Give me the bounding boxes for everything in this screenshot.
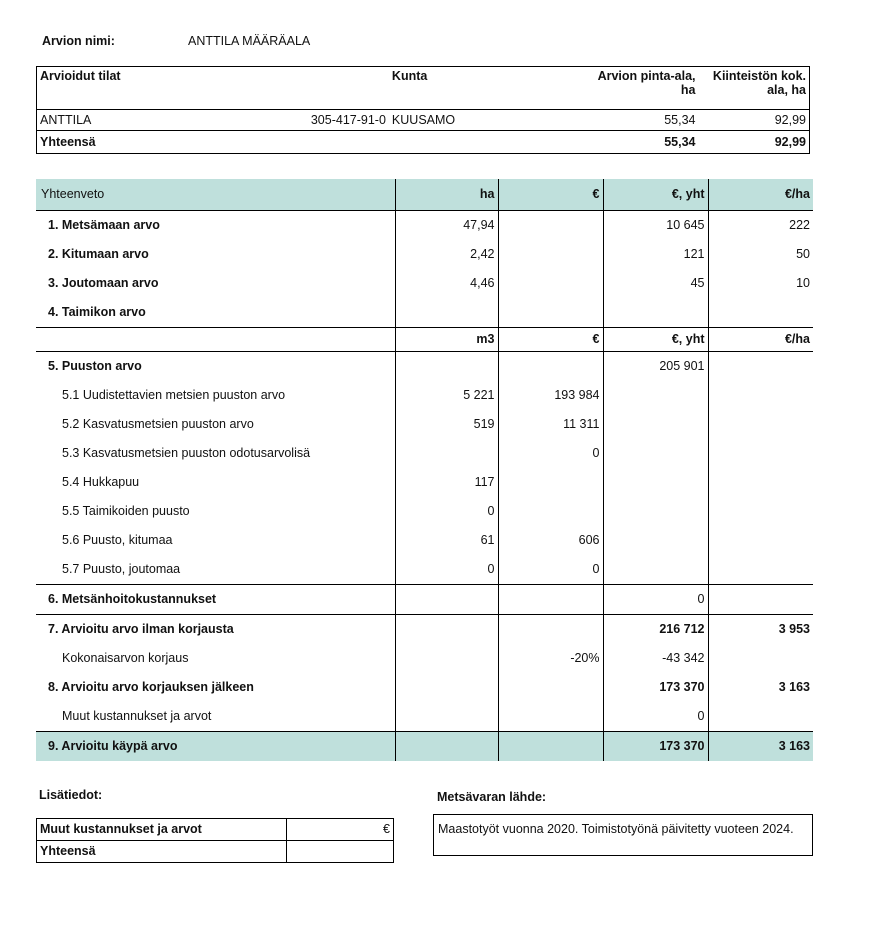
tila-kunta: KUUSAMO	[389, 110, 539, 131]
puusto-sub-eur: 606	[498, 526, 603, 555]
puusto-sub-empty-2	[708, 381, 813, 410]
ilman-label: 7. Arvioitu arvo ilman korjausta	[36, 615, 395, 645]
col-eur-header-2: €	[498, 328, 603, 352]
tila-kokonaisala: 92,99	[699, 110, 810, 131]
land-row-eur-yht: 121	[603, 240, 708, 269]
puusto-sub-m3: 117	[395, 468, 498, 497]
ilman-value: 216 712	[603, 615, 708, 645]
tila-name: ANTTILA	[37, 110, 272, 131]
kaypa-label: 9. Arvioitu käypä arvo	[36, 732, 395, 762]
tila-id: 305-417-91-0	[271, 110, 389, 131]
tilat-total-pinta-ala: 55,34	[539, 131, 699, 154]
hoito-row	[36, 585, 813, 615]
land-row-eur	[498, 269, 603, 298]
puusto-sub-empty-1	[603, 526, 708, 555]
muut-table-row	[37, 819, 394, 841]
puusto-sub-row	[36, 526, 813, 555]
muut-table-unit: €	[286, 819, 393, 841]
puusto-sub-label: 5.2 Kasvatusmetsien puuston arvo	[62, 417, 254, 431]
tila-pinta-ala: 55,34	[539, 110, 699, 131]
land-row-eur-ha: 10	[708, 269, 813, 298]
land-row	[36, 240, 813, 269]
land-row	[36, 211, 813, 241]
puusto-sub-label: 5.7 Puusto, joutomaa	[62, 562, 181, 576]
puusto-sub-empty-1	[603, 497, 708, 526]
hoito-value: 0	[603, 585, 708, 615]
puusto-sub-m3: 5 221	[395, 381, 498, 410]
tilat-header-row	[37, 67, 810, 110]
land-row-eur	[498, 211, 603, 241]
puusto-sub-label: 5.3 Kasvatusmetsien puuston odotusarvolisä	[62, 446, 311, 460]
col-eur-yht-header: €, yht	[603, 179, 708, 211]
land-row-ha: 4,46	[395, 269, 498, 298]
puusto-sub-empty-2	[708, 526, 813, 555]
hoito-label: 6. Metsänhoitokustannukset	[36, 585, 395, 615]
col-eur-yht-header-2: €, yht	[603, 328, 708, 352]
puusto-sub-eur: 0	[498, 439, 603, 468]
land-row-ha: 2,42	[395, 240, 498, 269]
jalkeen-per-ha: 3 163	[708, 673, 813, 702]
land-row-label: 4. Taimikon arvo	[48, 305, 146, 319]
tilat-total-row	[37, 131, 810, 154]
col-eur-ha-header-2: €/ha	[708, 328, 813, 352]
land-row-eur	[498, 298, 603, 328]
puusto-sub-eur	[498, 497, 603, 526]
puusto-sub-eur: 0	[498, 555, 603, 585]
puusto-sub-m3	[395, 439, 498, 468]
puusto-sub-eur: 11 311	[498, 410, 603, 439]
tilat-table	[36, 66, 810, 154]
land-row-ha: 47,94	[395, 211, 498, 241]
land-row-eur-yht: 45	[603, 269, 708, 298]
ilman-row	[36, 615, 813, 645]
puusto-sub-empty-2	[708, 410, 813, 439]
kaypa-row	[36, 732, 813, 762]
puusto-sub-m3: 519	[395, 410, 498, 439]
jalkeen-label: 8. Arvioitu arvo korjauksen jälkeen	[48, 680, 254, 694]
col-eur-header: €	[498, 179, 603, 211]
puusto-sub-empty-2	[708, 497, 813, 526]
yhteenveto-header-row	[36, 179, 813, 211]
muut-table-total-row	[37, 841, 394, 863]
lahde-label: Metsävaran lähde:	[437, 790, 547, 804]
puusto-sub-label: 5.1 Uudistettavien metsien puuston arvo	[62, 388, 286, 402]
muut-value: 0	[603, 702, 708, 732]
korjaus-value: -43 342	[603, 644, 708, 673]
land-row-eur-ha: 222	[708, 211, 813, 241]
land-row-label: 1. Metsämaan arvo	[48, 218, 160, 232]
puusto-sub-label: 5.6 Puusto, kitumaa	[62, 533, 173, 547]
puusto-sub-row	[36, 497, 813, 526]
jalkeen-value: 173 370	[603, 673, 708, 702]
muut-label: Muut kustannukset ja arvot	[62, 709, 212, 723]
land-row-eur-ha	[708, 298, 813, 328]
ilman-per-ha: 3 953	[708, 615, 813, 645]
muut-table-total-label: Yhteensä	[37, 841, 287, 863]
pinta-ala-header: Arvion pinta-ala, ha	[597, 69, 696, 97]
puusto-total: 205 901	[603, 352, 708, 382]
muut-table	[36, 818, 394, 863]
lisatiedot-label: Lisätiedot:	[39, 788, 103, 802]
puusto-label: 5. Puuston arvo	[48, 359, 142, 373]
col-m3-header: m3	[395, 328, 498, 352]
muut-table-label: Muut kustannukset ja arvot	[37, 819, 287, 841]
puusto-sub-empty-1	[603, 439, 708, 468]
puusto-sub-m3: 0	[395, 497, 498, 526]
lahde-box	[433, 814, 813, 856]
arvion-nimi-value: ANTTILA MÄÄRÄALA	[188, 34, 311, 48]
puusto-sub-empty-2	[708, 468, 813, 497]
puusto-sub-label: 5.4 Hukkapuu	[62, 475, 140, 489]
puusto-sub-empty-2	[708, 555, 813, 585]
kaypa-value: 173 370	[603, 732, 708, 762]
puusto-header-row	[36, 328, 813, 352]
tila-row	[37, 110, 810, 131]
lahde-text: Maastotyöt vuonna 2020. Toimistotyönä päivitetty vuoteen 2024.	[438, 822, 794, 836]
puusto-sub-label: 5.5 Taimikoiden puusto	[62, 504, 190, 518]
puusto-sub-empty-1	[603, 381, 708, 410]
korjaus-label: Kokonaisarvon korjaus	[62, 651, 189, 665]
puusto-sub-m3: 0	[395, 555, 498, 585]
tilat-total-label: Yhteensä	[37, 131, 272, 154]
jalkeen-row	[36, 673, 813, 702]
land-row	[36, 298, 813, 328]
puusto-sub-empty-1	[603, 468, 708, 497]
korjaus-percent: -20%	[498, 644, 603, 673]
land-row-label: 2. Kitumaan arvo	[48, 247, 149, 261]
land-row	[36, 269, 813, 298]
land-row-eur-ha: 50	[708, 240, 813, 269]
kokonaisala-header: Kiinteistön kok. ala, ha	[712, 69, 806, 97]
muut-row	[36, 702, 813, 732]
puusto-sub-row	[36, 381, 813, 410]
land-row-ha	[395, 298, 498, 328]
land-row-label: 3. Joutomaan arvo	[48, 276, 159, 290]
land-row-eur	[498, 240, 603, 269]
puusto-sub-row	[36, 410, 813, 439]
puusto-sub-empty-1	[603, 410, 708, 439]
col-eur-ha-header: €/ha	[708, 179, 813, 211]
puusto-row	[36, 352, 813, 382]
puusto-sub-row	[36, 439, 813, 468]
puusto-sub-eur	[498, 468, 603, 497]
kaypa-per-ha: 3 163	[708, 732, 813, 762]
puusto-sub-m3: 61	[395, 526, 498, 555]
arvion-nimi-label: Arvion nimi:	[42, 34, 115, 48]
tilat-header: Arvioidut tilat	[40, 69, 121, 83]
puusto-sub-row	[36, 468, 813, 497]
tilat-total-kokonaisala: 92,99	[699, 131, 810, 154]
land-row-eur-yht: 10 645	[603, 211, 708, 241]
col-ha-header: ha	[395, 179, 498, 211]
puusto-sub-empty-1	[603, 555, 708, 585]
yhteenveto-header: Yhteenveto	[36, 179, 395, 211]
kunta-header: Kunta	[391, 69, 428, 83]
puusto-sub-empty-2	[708, 439, 813, 468]
puusto-sub-row	[36, 555, 813, 585]
land-row-eur-yht	[603, 298, 708, 328]
korjaus-row	[36, 644, 813, 673]
puusto-sub-eur: 193 984	[498, 381, 603, 410]
yhteenveto-table	[36, 179, 813, 761]
